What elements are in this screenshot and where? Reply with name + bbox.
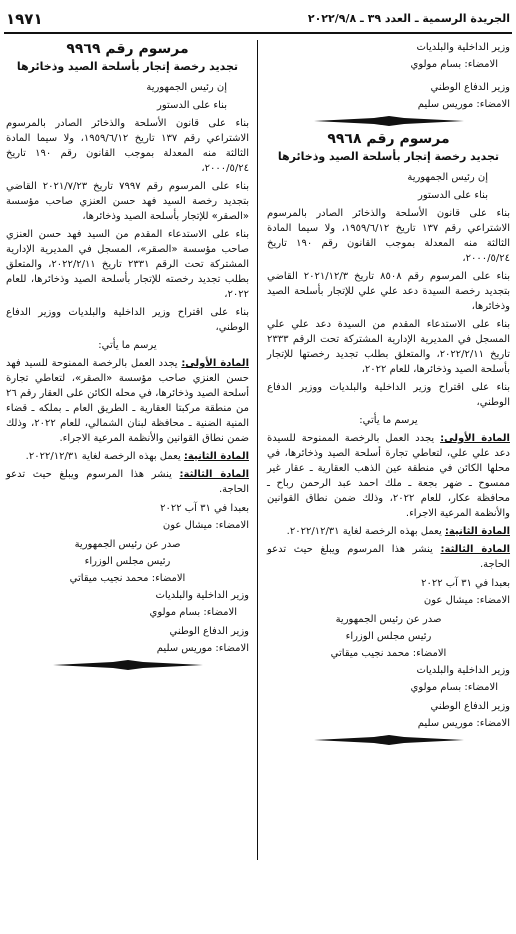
article bbox=[6, 449, 249, 464]
intro-line: إن رئيس الجمهورية bbox=[407, 172, 488, 183]
article-label: المادة الثالثة: bbox=[179, 469, 250, 480]
article-text: يعمل بهذه الرخصة لغاية ٢٠٢٢/١٢/٣١. bbox=[286, 526, 445, 537]
interior-signature: الامضاء: بسام مولوي bbox=[149, 607, 237, 618]
section-divider bbox=[267, 116, 510, 126]
paragraph: بناء على الاستدعاء المقدم من السيدة دعد علي علي المسجل في المديرية الإدارية المشتركة تحت الرقم ٢٣٣٣ تاريخ ٢٠٢٢/٢/١١، والمتعلق بطلب تجديد رخصتها للإتجار بأسلحة الصيد وذخائرها، للعام ٢٠٢٢، bbox=[267, 319, 511, 375]
article-text: يعمل بهذه الرخصة لغاية ٢٠٢٢/١٢/٣١. bbox=[25, 451, 184, 462]
intro-line: بناء على الدستور bbox=[418, 190, 488, 201]
paragraph: بناء على الاستدعاء المقدم من السيد فهد حسن العنزي صاحب مؤسسة «الصقر»، المسجل في المديرية الإدارية المشتركة تحت الرقم ٢٣٣١ تاريخ ٢٠٢٢/٢/١١، والمتعلق بطلب تجديد رخصته للإتجار بأسلحة الصيد وذخائرها، للعام ٢٠٢٢، bbox=[6, 229, 249, 300]
article bbox=[6, 356, 249, 446]
decree-title: مرسوم رقم ٩٩٦٩ bbox=[66, 41, 189, 57]
paragraph: بناء على المرسوم رقم ٧٩٩٧ تاريخ ٢٠٢١/٧/٢٣ القاضي بتجديد رخصة السيد فهد حسن العنزي صاحب مؤسسة «الصقر» للإتجار بأسلحة الصيد وذخائرها، bbox=[6, 181, 249, 222]
article-label: المادة الثانية: bbox=[444, 526, 510, 537]
gazette-title: الجريدة الرسمية ـ العدد ٣٩ ـ ٢٠٢٢/٩/٨ bbox=[307, 12, 510, 25]
article bbox=[267, 431, 510, 521]
divider-ornament-icon bbox=[314, 735, 464, 745]
signature-name: الامضاء: موريس سليم bbox=[417, 99, 510, 110]
section-divider bbox=[267, 735, 510, 745]
president-signature: الامضاء: ميشال عون bbox=[423, 595, 510, 606]
page-header bbox=[0, 0, 516, 36]
divider-ornament-icon bbox=[314, 116, 464, 126]
signature-title: وزير الدفاع الوطني bbox=[430, 82, 510, 93]
paragraph: بناء على اقتراح وزير الداخلية والبلديات ووزير الدفاع الوطني، bbox=[267, 382, 510, 408]
decree-date: بعبدا في ٣١ آب ٢٠٢٢ bbox=[160, 503, 249, 514]
paragraph: بناء على اقتراح وزير الداخلية والبلديات ووزير الدفاع الوطني، bbox=[6, 307, 249, 333]
paragraph: بناء على المرسوم رقم ٨٥٠٨ تاريخ ٢٠٢١/١٢/٣ القاضي بتجديد رخصة السيدة دعد علي علي للإتجار بأسلحة الصيد وذخائرها، bbox=[267, 271, 510, 312]
intro-line: بناء على الدستور bbox=[157, 100, 227, 111]
article-text: يجدد العمل بالرخصة الممنوحة للسيدة دعد علي علي، لتعاطي تجارة أسلحة الصيد وذخائرها، في محلها الكائن في منطقة عين الذهب العقارية ـ عقار غير ممسوح ـ ضهر بجعة ـ ملك احمد عبد الرحمن رباح ـ محافظة عكار، للعام ٢٠٢٢، وذلك ضمن نطاق القوانين والأنظمة المرعية الاجراء. bbox=[267, 433, 510, 519]
defense-signature: الامضاء: موريس سليم bbox=[156, 643, 249, 654]
defense-title: وزير الدفاع الوطني bbox=[430, 701, 510, 712]
article-label: المادة الأولى: bbox=[440, 433, 510, 444]
issued-by: صدر عن رئيس الجمهورية bbox=[335, 614, 442, 625]
left-column bbox=[6, 40, 249, 676]
decree-subtitle: تجديد رخصة إتجار بأسلحة الصيد وذخائرها bbox=[16, 60, 239, 73]
paragraph: بناء على قانون الأسلحة والذخائر الصادر بالمرسوم الاشتراعي رقم ١٣٧ تاريخ ١٩٥٩/٦/١٢، ولا سيما المادة الثالثة منه المعدلة بموجب القانون رقم ١٩٠ تاريخ ٢٠٠٠/٥/٢٤، bbox=[267, 208, 511, 264]
article-label: المادة الأولى: bbox=[181, 358, 249, 369]
article-label: المادة الثالثة: bbox=[440, 544, 511, 555]
article-label: المادة الثانية: bbox=[183, 451, 249, 462]
pm-signature: الامضاء: محمد نجيب ميقاتي bbox=[330, 648, 447, 659]
defense-title: وزير الدفاع الوطني bbox=[169, 626, 249, 637]
decrees-label: يرسم ما يأتي: bbox=[359, 415, 418, 426]
article-text: ينشر هذا المرسوم ويبلغ حيث تدعو الحاجة. bbox=[267, 544, 510, 570]
intro-line: إن رئيس الجمهورية bbox=[146, 82, 227, 93]
article-text: ينشر هذا المرسوم ويبلغ حيث تدعو الحاجة. bbox=[6, 469, 249, 495]
article bbox=[6, 467, 249, 497]
signature-name: الامضاء: بسام مولوي bbox=[410, 59, 498, 70]
decree-date: بعبدا في ٣١ آب ٢٠٢٢ bbox=[421, 578, 510, 589]
article bbox=[267, 524, 510, 539]
pm-signature: الامضاء: محمد نجيب ميقاتي bbox=[69, 573, 186, 584]
section-divider bbox=[6, 660, 249, 670]
president-signature: الامضاء: ميشال عون bbox=[162, 520, 249, 531]
article bbox=[267, 542, 510, 572]
defense-signature: الامضاء: موريس سليم bbox=[417, 718, 510, 729]
article-text: يجدد العمل بالرخصة الممنوحة للسيد فهد حسن العنزي صاحب مؤسسة «الصقر»، لتعاطي تجارة أسلحة الصيد وذخائرها، في محله الكائن على العقار رقم ٢٦ من منطقة مركبتا العقارية ـ الطريق العام ـ بملكه ـ قضاء المنية الضنية ـ محافظة لبنان الشمالي، للعام ٢٠٢٢، وذلك ضمن نطاق القوانين والأنظمة المرعية الاجراء. bbox=[6, 358, 249, 444]
decree-title: مرسوم رقم ٩٩٦٨ bbox=[327, 131, 450, 147]
decree-subtitle: تجديد رخصة إتجار بأسلحة الصيد وذخائرها bbox=[277, 150, 500, 163]
right-column bbox=[267, 40, 510, 751]
paragraph: بناء على قانون الأسلحة والذخائر الصادر بالمرسوم الاشتراعي رقم ١٣٧ تاريخ ١٩٥٩/٦/١٢، ولا سيما المادة الثالثة منه المعدلة بموجب القانون رقم ١٩٠ تاريخ ٢٠٠٠/٥/٢٤، bbox=[6, 118, 250, 174]
header-rule bbox=[4, 32, 512, 34]
pm-title: رئيس مجلس الوزراء bbox=[345, 631, 432, 642]
signature-title: وزير الداخلية والبلديات bbox=[416, 42, 510, 53]
page-number: ١٩٧١ bbox=[6, 10, 43, 28]
column-divider bbox=[257, 40, 258, 860]
pm-title: رئيس مجلس الوزراء bbox=[84, 556, 171, 567]
interior-title: وزير الداخلية والبلديات bbox=[416, 665, 510, 676]
interior-signature: الامضاء: بسام مولوي bbox=[410, 682, 498, 693]
divider-ornament-icon bbox=[53, 660, 203, 670]
decrees-label: يرسم ما يأتي: bbox=[98, 340, 157, 351]
interior-title: وزير الداخلية والبلديات bbox=[155, 590, 249, 601]
issued-by: صدر عن رئيس الجمهورية bbox=[74, 539, 181, 550]
